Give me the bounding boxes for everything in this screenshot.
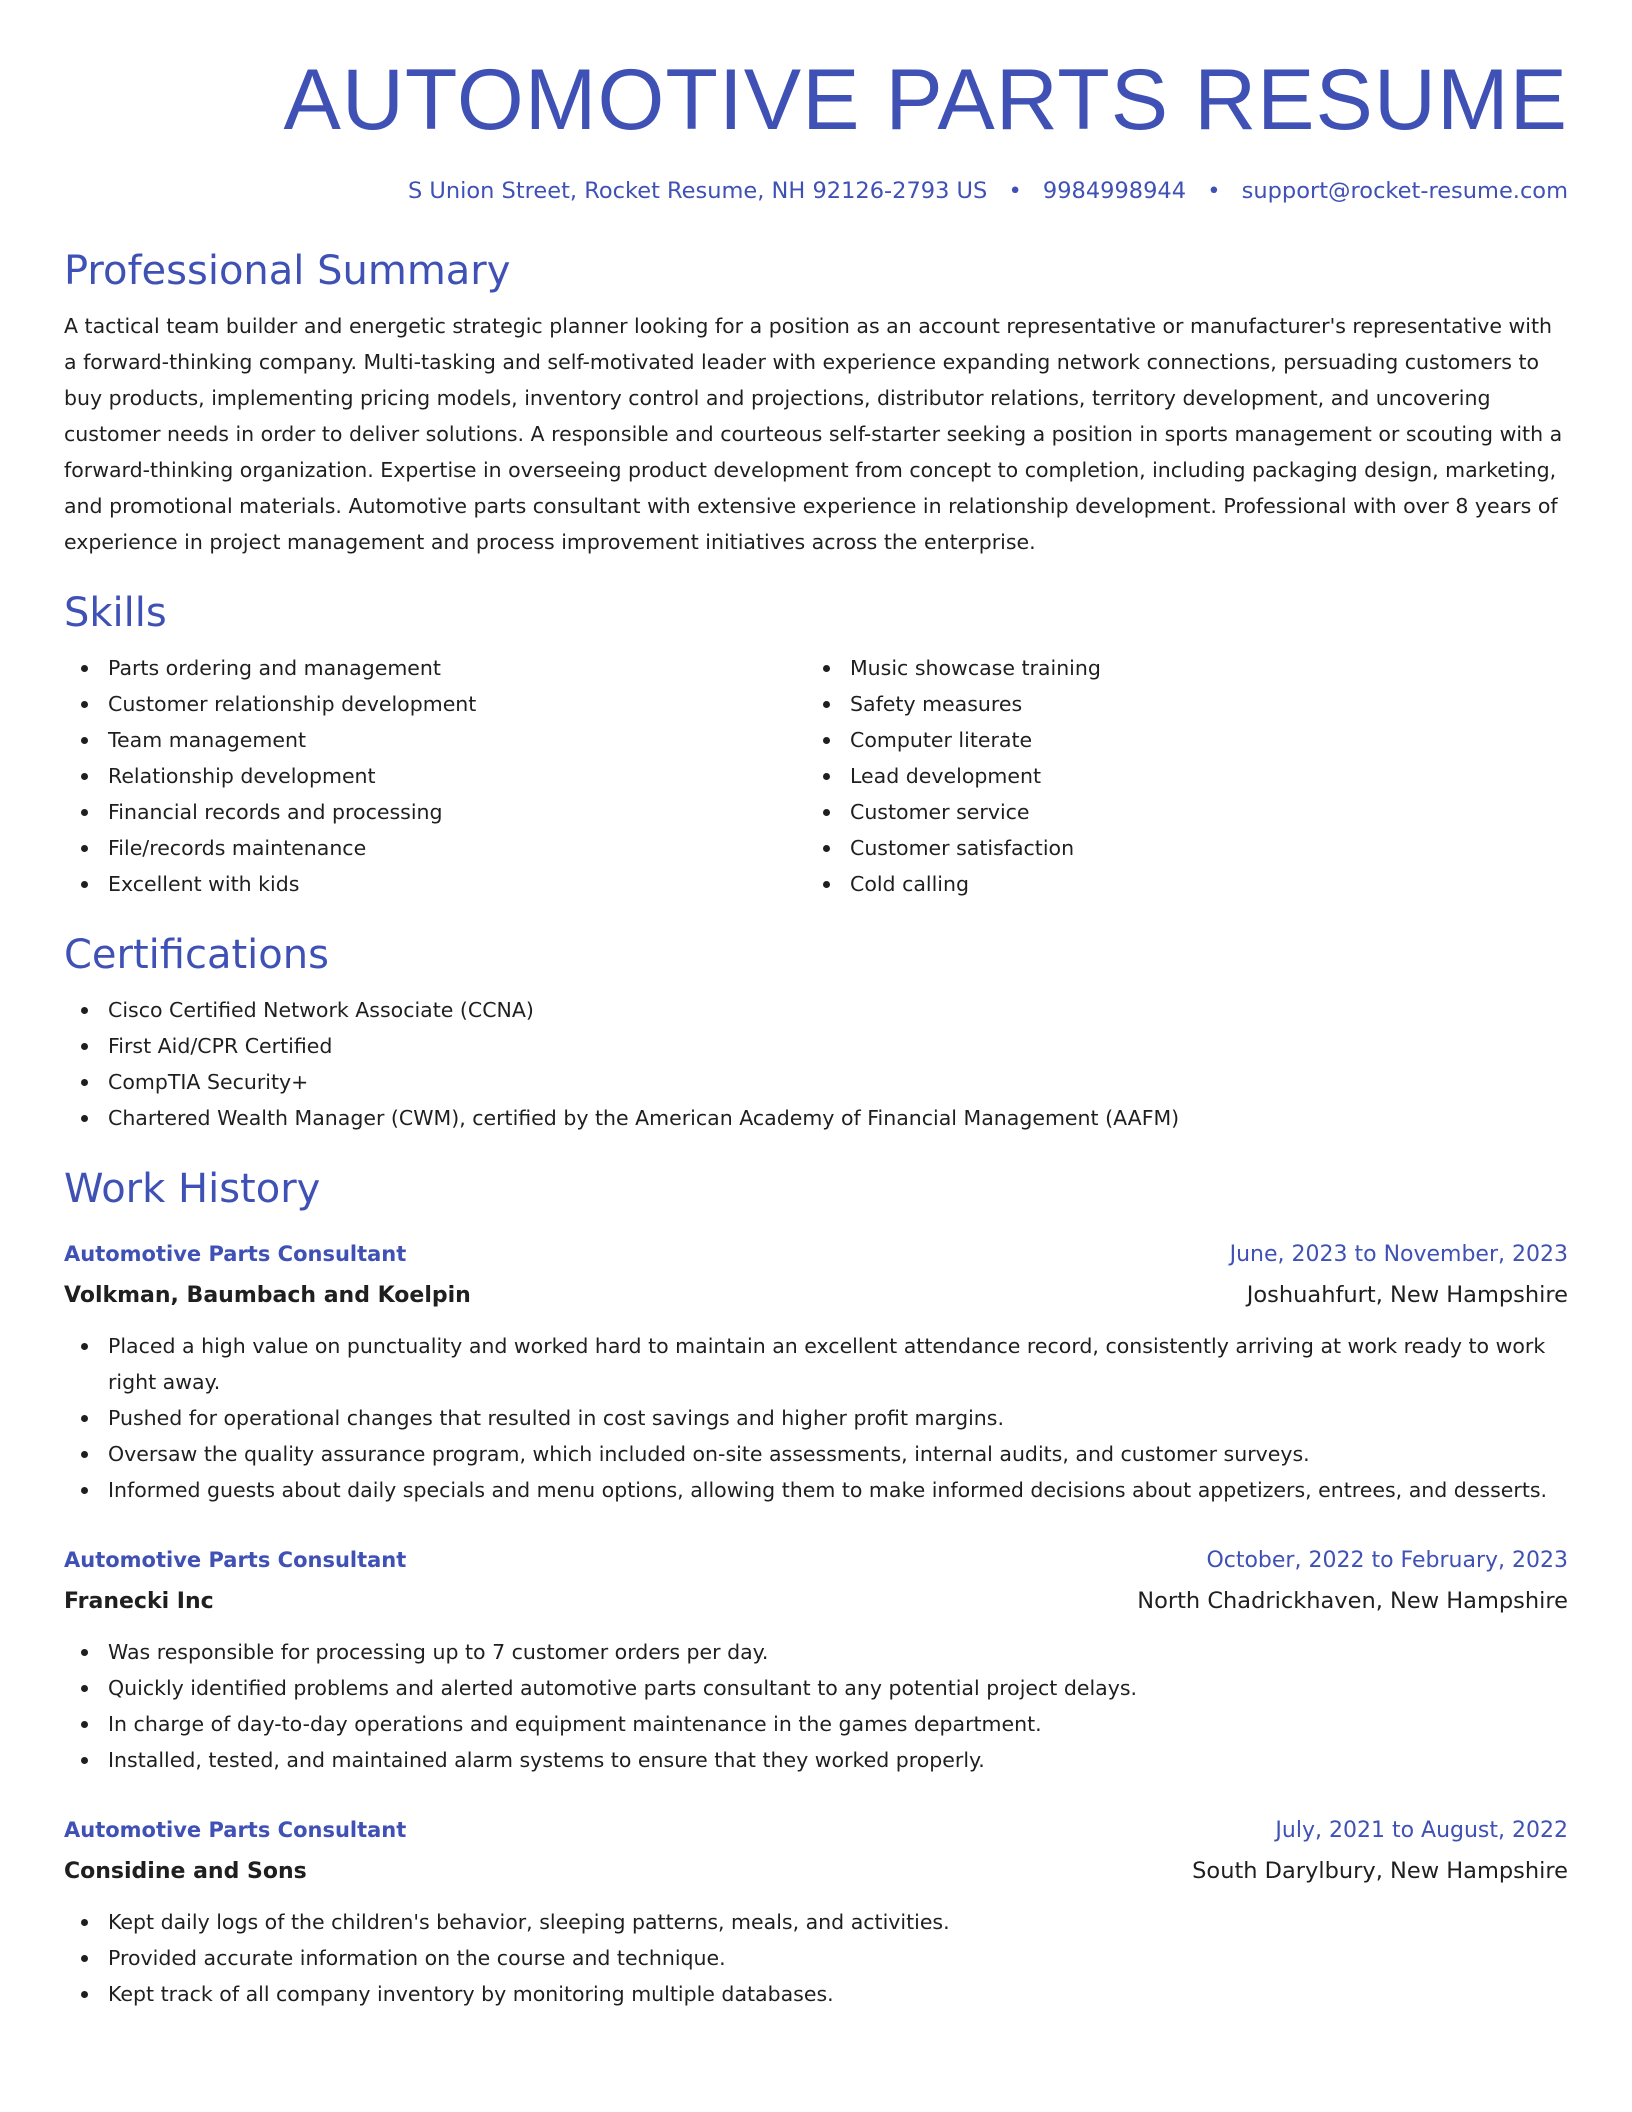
skill-item: Excellent with kids [108, 866, 806, 902]
skill-item: Customer relationship development [108, 686, 806, 722]
contact-separator: • [1207, 178, 1221, 204]
contact-address: S Union Street, Rocket Resume, NH 92126-2793 US [407, 178, 988, 204]
job-bullet: Provided accurate information on the course and technique. [108, 1940, 1568, 1976]
job-dates: June, 2023 to November, 2023 [1229, 1242, 1568, 1267]
job-bullet: Was responsible for processing up to 7 customer orders per day. [108, 1634, 1568, 1670]
job-location: South Darylbury, New Hampshire [1192, 1858, 1568, 1884]
job-entry [64, 1542, 1568, 1778]
skill-item: Parts ordering and management [108, 650, 806, 686]
job-header-row [64, 1812, 1568, 1849]
skills-column-right [806, 650, 1548, 902]
certification-item: First Aid/CPR Certified [108, 1028, 1568, 1064]
summary-heading: Professional Summary [64, 248, 511, 294]
skills-grid [64, 650, 1568, 902]
certification-item: CompTIA Security+ [108, 1064, 1568, 1100]
skill-item: Team management [108, 722, 806, 758]
contact-email: support@rocket-resume.com [1241, 178, 1568, 204]
work-history-heading: Work History [64, 1166, 321, 1212]
certification-item: Cisco Certified Network Associate (CCNA) [108, 992, 1568, 1028]
job-company-row [64, 1579, 1568, 1620]
certifications-heading: Certifications [64, 932, 329, 978]
skill-item: Relationship development [108, 758, 806, 794]
skill-item: Customer service [850, 794, 1548, 830]
job-bullet: Pushed for operational changes that resulted in cost savings and higher profit margins. [108, 1400, 1568, 1436]
contact-separator: • [1008, 178, 1022, 204]
skill-item: Cold calling [850, 866, 1548, 902]
skill-item: Customer satisfaction [850, 830, 1548, 866]
job-header-row [64, 1236, 1568, 1273]
job-bullet: Placed a high value on punctuality and worked hard to maintain an excellent attendance record, consistently arriving at work ready to work right away. [108, 1328, 1568, 1400]
job-company: Volkman, Baumbach and Koelpin [64, 1283, 471, 1308]
job-bullets [64, 1904, 1568, 2012]
job-bullet: Quickly identified problems and alerted automotive parts consultant to any potential project delays. [108, 1670, 1568, 1706]
job-bullet: Informed guests about daily specials and menu options, allowing them to make informed decisions about appetizers, entrees, and desserts. [108, 1472, 1568, 1508]
skill-item: Lead development [850, 758, 1548, 794]
certifications-list [64, 992, 1568, 1136]
job-dates: July, 2021 to August, 2022 [1275, 1818, 1568, 1843]
skills-heading: Skills [64, 590, 167, 636]
contact-phone: 9984998944 [1042, 178, 1187, 204]
skills-column-left [64, 650, 806, 902]
skill-item: Computer literate [850, 722, 1548, 758]
job-bullet: Installed, tested, and maintained alarm systems to ensure that they worked properly. [108, 1742, 1568, 1778]
job-title: Automotive Parts Consultant [64, 1818, 407, 1842]
job-company-row [64, 1849, 1568, 1890]
job-company: Franecki Inc [64, 1589, 214, 1614]
job-bullets [64, 1634, 1568, 1778]
job-company-row [64, 1273, 1568, 1314]
job-title: Automotive Parts Consultant [64, 1548, 407, 1572]
job-bullet: Kept track of all company inventory by monitoring multiple databases. [108, 1976, 1568, 2012]
job-bullet: Kept daily logs of the children's behavior, sleeping patterns, meals, and activities. [108, 1904, 1568, 1940]
certification-item: Chartered Wealth Manager (CWM), certified by the American Academy of Financial Management (AAFM) [108, 1100, 1568, 1136]
resume-page [64, 0, 1568, 2012]
resume-title: AUTOMOTIVE PARTS RESUME [283, 52, 1568, 148]
skill-item: Safety measures [850, 686, 1548, 722]
job-location: North Chadrickhaven, New Hampshire [1137, 1588, 1568, 1614]
skill-item: File/records maintenance [108, 830, 806, 866]
job-dates: October, 2022 to February, 2023 [1206, 1548, 1568, 1573]
job-company: Considine and Sons [64, 1859, 307, 1884]
job-bullet: In charge of day-to-day operations and equipment maintenance in the games department. [108, 1706, 1568, 1742]
job-bullets [64, 1328, 1568, 1508]
contact-line [64, 176, 1568, 206]
job-title: Automotive Parts Consultant [64, 1242, 407, 1266]
job-entry [64, 1812, 1568, 2012]
skill-item: Music showcase training [850, 650, 1548, 686]
job-entry [64, 1236, 1568, 1508]
job-header-row [64, 1542, 1568, 1579]
job-location: Joshuahfurt, New Hampshire [1246, 1282, 1568, 1308]
summary-text: A tactical team builder and energetic strategic planner looking for a position as an account representative or manufacturer's representative with a forward-thinking company. Multi-tasking and self-motivated leader with experience expanding network connections, persuading customers to buy products, implementing pricing models, inventory control and projections, distributor relations, territory development, and uncovering customer needs in order to deliver solutions. A responsible and courteous self-starter seeking a position in sports management or scouting with a forward-thinking organization. Expertise in overseeing product development from concept to completion, including packaging design, marketing, and promotional materials. Automotive parts consultant with extensive experience in relationship development. Professional with over 8 years of experience in project management and process improvement initiatives across the enterprise. [64, 314, 1563, 554]
skill-item: Financial records and processing [108, 794, 806, 830]
job-bullet: Oversaw the quality assurance program, which included on-site assessments, internal audits, and customer surveys. [108, 1436, 1568, 1472]
